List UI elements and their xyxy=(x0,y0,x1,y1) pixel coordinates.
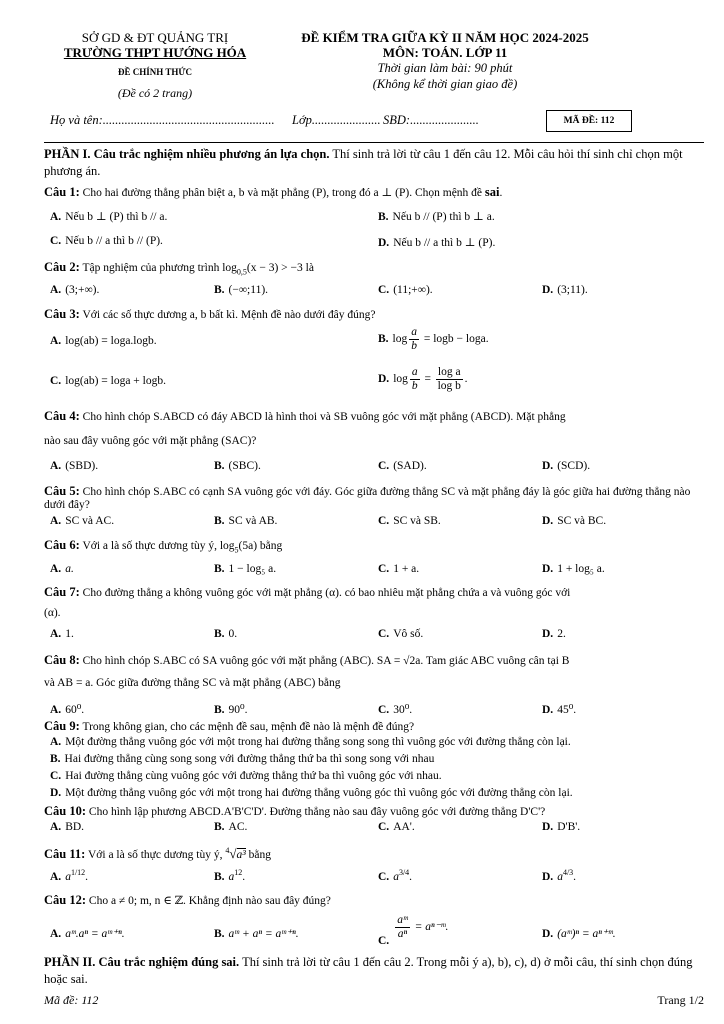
opt-letter: D. xyxy=(542,821,554,833)
q7-d-text: 2. xyxy=(557,628,566,640)
q2-text: Tập nghiệm của phương trình log xyxy=(79,262,237,274)
opt-letter: A. xyxy=(50,928,62,940)
question-4-line2 xyxy=(44,434,704,450)
q6-sub: 5 xyxy=(234,545,239,555)
question-5 xyxy=(44,484,704,512)
q8-b-text: 90⁰. xyxy=(228,704,248,716)
opt-letter: B. xyxy=(214,628,225,640)
q10-d-text: D'B'. xyxy=(557,821,581,833)
q4-text2: nào sau đây vuông góc với mặt phẳng (SAC)? xyxy=(44,435,257,447)
q12-c-fraction xyxy=(395,914,410,940)
opt-letter: D. xyxy=(542,284,554,296)
q4-option-c[interactable] xyxy=(378,460,427,472)
part2-heading xyxy=(44,954,704,988)
q4-option-d[interactable] xyxy=(542,460,590,472)
q6-label: Câu 6: xyxy=(44,538,80,552)
q11-a-exp: 1/12 xyxy=(70,868,86,877)
q9-a-text: Một đường thẳng vuông góc với một trong hai đường thẳng song song thì vuông góc với đường thẳng còn lại. xyxy=(65,736,571,748)
q9-label: Câu 9: xyxy=(44,719,80,733)
q3-d-den: b xyxy=(411,379,418,392)
q1-text: Cho hai đường thẳng phân biệt a, b và mặt phẳng (P), trong đó a ⊥ (P). Chọn mệnh đề xyxy=(79,187,485,199)
q3-b-num: a xyxy=(411,326,417,338)
q7-option-b[interactable] xyxy=(214,628,237,640)
q10-label: Câu 10: xyxy=(44,804,87,818)
q3-d-num2: log a xyxy=(437,366,461,378)
q8-text: Cho hình chóp S.ABC có SA vuông góc với mặt phẳng (ABC). SA = √2a. Tam giác ABC vuông cân tại B xyxy=(79,655,570,667)
question-8 xyxy=(44,652,704,670)
opt-letter: A. xyxy=(50,515,62,527)
opt-letter: D. xyxy=(542,628,554,640)
q5-c-text: SC và SB. xyxy=(393,515,441,527)
opt-letter: A. xyxy=(50,736,62,748)
q3-c-text: log(ab) = loga + logb. xyxy=(65,375,166,387)
q4-d-text: (SCD). xyxy=(557,460,591,472)
q6-option-a[interactable] xyxy=(50,563,74,575)
question-10 xyxy=(44,803,704,821)
opt-letter: D. xyxy=(378,372,390,385)
q3-b-den: b xyxy=(411,339,417,352)
header-divider xyxy=(44,142,704,143)
q12-b-text: aᵐ + aⁿ = aᵐ⁺ⁿ. xyxy=(228,928,299,940)
q11-option-a[interactable]: A. $a^{1/12}$. xyxy=(50,868,89,883)
q2-b-text: (−∞;11). xyxy=(228,284,269,296)
q3-d-pre: log xyxy=(393,372,408,385)
opt-letter: C. xyxy=(378,284,390,296)
q11-c-base: a xyxy=(393,870,399,883)
q11-option-d[interactable]: D. $a^{4/3}$. xyxy=(542,868,577,883)
q7-label: Câu 7: xyxy=(44,585,80,599)
q11-option-b[interactable]: B. $a^{12}$. xyxy=(214,868,246,883)
time-note: (Không kể thời gian giao đề) xyxy=(372,77,518,91)
q1-emph: sai xyxy=(484,185,500,199)
school-name: TRƯỜNG THPT HƯỚNG HÓA xyxy=(63,45,247,60)
q8-option-b[interactable] xyxy=(214,702,248,716)
q1-option-c[interactable] xyxy=(50,235,163,247)
q7-option-d[interactable] xyxy=(542,628,566,640)
opt-letter: D. xyxy=(542,870,554,883)
q4-c-text: (SAD). xyxy=(393,460,427,472)
q1-option-b[interactable] xyxy=(378,209,495,223)
q6-a-text: a. xyxy=(65,563,74,575)
opt-letter: C. xyxy=(50,235,62,247)
exam-code-box: MÃ ĐỀ: 112 xyxy=(546,110,632,132)
opt-letter: A. xyxy=(50,704,62,716)
q3-d-den2: log b xyxy=(437,379,461,392)
question-1 xyxy=(44,184,704,202)
opt-letter: D. xyxy=(542,704,554,716)
q5-option-c[interactable] xyxy=(378,515,441,527)
q11-text: Với a là số thực dương tùy ý, xyxy=(85,849,226,861)
q3-a-text: log(ab) = loga.logb. xyxy=(65,335,157,347)
q6-option-d[interactable] xyxy=(542,563,605,575)
q12-d-text: (aᵐ)ⁿ = aⁿ⁺ᵐ. xyxy=(557,928,616,940)
q6-b-text: 1 − log₅ a. xyxy=(228,563,277,575)
class-field: Lớp...................... xyxy=(292,113,381,127)
q2-c-text: (11;+∞). xyxy=(393,284,433,296)
q1-label: Câu 1: xyxy=(44,185,80,199)
opt-letter: D. xyxy=(542,460,554,472)
q1-b-text: Nếu b // (P) thì b ⊥ a. xyxy=(392,211,495,223)
part2-desc: Thí sinh trả lời từ câu 1 đến câu 2. Trong mỗi ý a), b), c), d) ở mỗi câu, thí sinh chọn đúng hoặc sai. xyxy=(44,955,693,986)
q12-option-d[interactable] xyxy=(542,926,616,940)
q9-option-a[interactable] xyxy=(50,736,571,748)
opt-letter: A. xyxy=(50,211,62,223)
q3-text: Với các số thực dương a, b bất kì. Mệnh đề nào dưới đây đúng? xyxy=(79,309,376,321)
q3-d-post: . xyxy=(464,372,468,385)
q9-d-text: Một đường thẳng vuông góc với một trong hai đường thẳng vuông góc thì vuông góc với đường thẳng còn lại. xyxy=(65,787,573,799)
q2-label: Câu 2: xyxy=(44,260,80,274)
opt-letter: C. xyxy=(378,563,390,575)
question-7-line2 xyxy=(44,606,704,622)
sbd-field: SBD:...................... xyxy=(383,113,479,127)
q4-option-a[interactable] xyxy=(50,460,98,472)
opt-letter: A. xyxy=(50,870,62,883)
radical-icon: √ xyxy=(229,846,237,861)
q3-d-num: a xyxy=(411,366,418,378)
exam-title: ĐỀ KIỂM TRA GIỮA KỲ II NĂM HỌC 2024-2025 xyxy=(301,30,589,45)
opt-letter: B. xyxy=(50,753,61,765)
opt-letter: C. xyxy=(50,770,62,782)
opt-letter: B. xyxy=(214,460,225,472)
q5-b-text: SC và AB. xyxy=(228,515,278,527)
q9-option-d[interactable] xyxy=(50,787,573,799)
q11-a-base: a xyxy=(65,870,71,883)
q6-c-text: 1 + a. xyxy=(393,563,420,575)
q3-d-frac2 xyxy=(436,366,463,392)
opt-letter: A. xyxy=(50,335,62,347)
opt-letter: A. xyxy=(50,821,62,833)
part1-heading xyxy=(44,146,704,180)
q2-d-text: (3;11). xyxy=(557,284,588,296)
q6-text: Với a là số thực dương tùy ý, log xyxy=(79,540,235,552)
q12-label: Câu 12: xyxy=(44,893,87,907)
q12-c-post: = aⁿ⁻ᵐ. xyxy=(411,920,449,933)
opt-letter: D. xyxy=(542,563,554,575)
q8-option-d[interactable] xyxy=(542,702,576,716)
q8-text2: và AB = a. Góc giữa đường thẳng SC và mặt phẳng (ABC) bằng xyxy=(44,677,341,689)
official-label: ĐỀ CHÍNH THỨC xyxy=(117,67,192,77)
opt-letter: D. xyxy=(542,515,554,527)
q7-b-text: 0. xyxy=(228,628,238,640)
opt-letter: A. xyxy=(50,460,62,472)
q1-c-text: Nếu b // a thì b // (P). xyxy=(65,235,163,247)
q12-c-den: aⁿ xyxy=(397,927,408,940)
opt-letter: B. xyxy=(214,284,225,296)
q6-d-text: 1 + log₅ a. xyxy=(557,563,605,575)
q3-option-c[interactable] xyxy=(50,375,166,387)
footer-page-number: Trang 1/2 xyxy=(657,993,704,1007)
opt-letter: B. xyxy=(214,515,225,527)
q12-option-c[interactable] xyxy=(378,914,448,947)
q5-text: Cho hình chóp S.ABC có cạnh SA vuông góc với đáy. Góc giữa đường thẳng SC và mặt phẳng đáy là góc giữa hai đường thẳng nào dưới đây? xyxy=(44,486,691,512)
q11-text2: bằng xyxy=(245,849,271,861)
q1-end: . xyxy=(499,187,503,199)
q8-a-text: 60⁰. xyxy=(65,704,85,716)
opt-letter: D. xyxy=(542,928,554,940)
q3-b-post: = logb − loga. xyxy=(421,332,489,345)
q9-b-text: Hai đường thẳng cùng song song với đường thẳng thứ ba thì song song với nhau xyxy=(64,753,435,765)
question-2 xyxy=(44,259,704,278)
q7-text2: (α). xyxy=(44,607,61,619)
q4-text: Cho hình chóp S.ABCD có đáy ABCD là hình thoi và SB vuông góc với mặt phẳng (ABCD). Mặt phẳng xyxy=(79,411,566,423)
q7-option-c[interactable] xyxy=(378,628,423,640)
q3-b-pre: log xyxy=(392,332,408,345)
q2-option-c[interactable] xyxy=(378,284,433,296)
q12-option-a[interactable] xyxy=(50,926,125,940)
opt-letter: C. xyxy=(378,821,390,833)
name-field: Họ và tên:....................................................... xyxy=(50,113,275,127)
q12-text: Cho a ≠ 0; m, n ∈ ℤ. Khẳng định nào sau đây đúng? xyxy=(86,895,331,907)
q6-option-c[interactable] xyxy=(378,563,419,575)
q8-c-text: 30⁰. xyxy=(393,704,413,716)
opt-letter: B. xyxy=(378,332,389,345)
q2-sub: 0,5 xyxy=(236,267,247,277)
dept-name: SỞ GD & ĐT QUẢNG TRỊ xyxy=(81,30,229,45)
q3-d-frac1 xyxy=(410,366,420,392)
q9-option-b[interactable] xyxy=(50,753,434,765)
q8-label: Câu 8: xyxy=(44,653,80,667)
q3-option-a[interactable] xyxy=(50,335,157,347)
opt-letter: B. xyxy=(214,704,225,716)
q12-c-num: aᵐ xyxy=(397,914,408,926)
opt-letter: B. xyxy=(214,821,225,833)
q4-label: Câu 4: xyxy=(44,409,80,423)
q10-text: Cho hình lập phương ABCD.A'B'C'D'. Đường thẳng nào sau đây vuông góc với đường thẳng D'C'? xyxy=(86,806,546,818)
q10-option-a[interactable] xyxy=(50,821,84,833)
q10-a-text: BD. xyxy=(65,821,85,833)
opt-letter: C. xyxy=(50,375,62,387)
q5-a-text: SC và AC. xyxy=(65,515,115,527)
q11-label: Câu 11: xyxy=(44,847,86,861)
opt-letter: B. xyxy=(214,563,225,575)
q12-option-b[interactable] xyxy=(214,926,299,940)
opt-letter: A. xyxy=(50,563,62,575)
q11-option-c[interactable]: C. $a^{3/4}$. xyxy=(378,868,413,883)
opt-letter: D. xyxy=(50,787,62,799)
q10-option-c[interactable] xyxy=(378,821,415,833)
q9-c-text: Hai đường thẳng cùng vuông góc với đường thẳng thứ ba thì vuông góc với nhau. xyxy=(65,770,442,782)
q9-option-c[interactable] xyxy=(50,770,442,782)
q6-option-b[interactable] xyxy=(214,563,276,575)
q3-d-mid: = xyxy=(421,372,434,385)
q7-c-text: Vô số. xyxy=(393,628,424,640)
q10-b-text: AC. xyxy=(228,821,248,833)
opt-letter: C. xyxy=(378,934,390,947)
q11-d-base: a xyxy=(557,870,563,883)
q11-d-exp: 4/3 xyxy=(562,868,574,877)
opt-letter: A. xyxy=(50,628,62,640)
q12-a-text: aᵐ.aⁿ = aᵐ⁺ⁿ. xyxy=(65,928,125,940)
q8-option-a[interactable] xyxy=(50,702,84,716)
q5-d-text: SC và BC. xyxy=(557,515,607,527)
q7-option-a[interactable] xyxy=(50,628,74,640)
question-12 xyxy=(44,892,704,910)
q5-label: Câu 5: xyxy=(44,484,80,498)
q1-option-a[interactable] xyxy=(50,209,167,223)
opt-letter: C. xyxy=(378,704,390,716)
q1-d-text: Nếu b // a thì b ⊥ (P). xyxy=(393,237,496,249)
opt-letter: B. xyxy=(378,211,389,223)
q7-a-text: 1. xyxy=(65,628,74,640)
q8-option-c[interactable] xyxy=(378,702,412,716)
q7-text: Cho đường thẳng a không vuông góc với mặt phẳng (α). có bao nhiêu mặt phẳng chứa a và vuông góc với xyxy=(79,587,571,599)
q3-label: Câu 3: xyxy=(44,307,80,321)
q11-b-base: a xyxy=(228,870,235,883)
opt-letter: D. xyxy=(378,237,390,249)
question-3 xyxy=(44,306,704,324)
q11-root-index: 4 xyxy=(225,846,230,856)
q11-c-exp: 3/4 xyxy=(398,868,410,877)
q3-b-fraction xyxy=(409,326,419,352)
q11-root-body: a³ xyxy=(236,849,246,861)
q1-a-text: Nếu b ⊥ (P) thì b // a. xyxy=(65,211,168,223)
question-9 xyxy=(44,718,704,736)
question-8-line2 xyxy=(44,676,704,692)
q10-c-text: AA'. xyxy=(393,821,415,833)
q4-a-text: (SBD). xyxy=(65,460,99,472)
q3-option-d[interactable] xyxy=(378,366,467,392)
opt-letter: A. xyxy=(50,284,62,296)
pages-note: (Đề có 2 trang) xyxy=(117,86,193,100)
q5-option-b[interactable] xyxy=(214,515,277,527)
q11-b-exp: 12 xyxy=(234,868,243,877)
q5-option-a[interactable] xyxy=(50,515,114,527)
question-4 xyxy=(44,408,704,426)
part1-title: PHẦN I. Câu trắc nghiệm nhiều phương án lựa chọn. xyxy=(44,147,330,161)
q2-text2: (x − 3) > −3 là xyxy=(246,262,314,274)
q4-b-text: (SBC). xyxy=(228,460,261,472)
q10-option-d[interactable] xyxy=(542,821,580,833)
q10-option-b[interactable] xyxy=(214,821,247,833)
q6-text2: (5a) bằng xyxy=(238,540,283,552)
part2-title: PHẦN II. Câu trắc nghiệm đúng sai. xyxy=(44,955,240,969)
q9-text: Trong không gian, cho các mệnh đề sau, mệnh đề nào là mệnh đề đúng? xyxy=(79,721,415,733)
q2-a-text: (3;+∞). xyxy=(65,284,100,296)
question-11 xyxy=(44,845,704,864)
q3-option-b[interactable] xyxy=(378,326,489,352)
q4-option-b[interactable] xyxy=(214,460,261,472)
q2-option-d[interactable] xyxy=(542,284,588,296)
q5-option-d[interactable] xyxy=(542,515,606,527)
footer-exam-code: Mã đề: 112 xyxy=(44,993,99,1007)
question-6 xyxy=(44,537,704,556)
opt-letter: C. xyxy=(378,460,390,472)
opt-letter: B. xyxy=(214,870,225,883)
q2-option-a[interactable] xyxy=(50,284,99,296)
subject: MÔN: TOÁN. LỚP 11 xyxy=(382,45,508,60)
opt-letter: C. xyxy=(378,515,390,527)
q8-d-text: 45⁰. xyxy=(557,704,577,716)
opt-letter: C. xyxy=(378,870,390,883)
time-limit: Thời gian làm bài: 90 phút xyxy=(377,61,513,75)
opt-letter: B. xyxy=(214,928,225,940)
q2-option-b[interactable] xyxy=(214,284,268,296)
q1-option-d[interactable] xyxy=(378,235,495,249)
opt-letter: C. xyxy=(378,628,390,640)
part1-desc: Thí sinh trả lời từ câu 1 đến câu 12. Mỗi câu hỏi thí sinh chỉ chọn một phương án. xyxy=(44,147,683,178)
question-7 xyxy=(44,584,704,602)
